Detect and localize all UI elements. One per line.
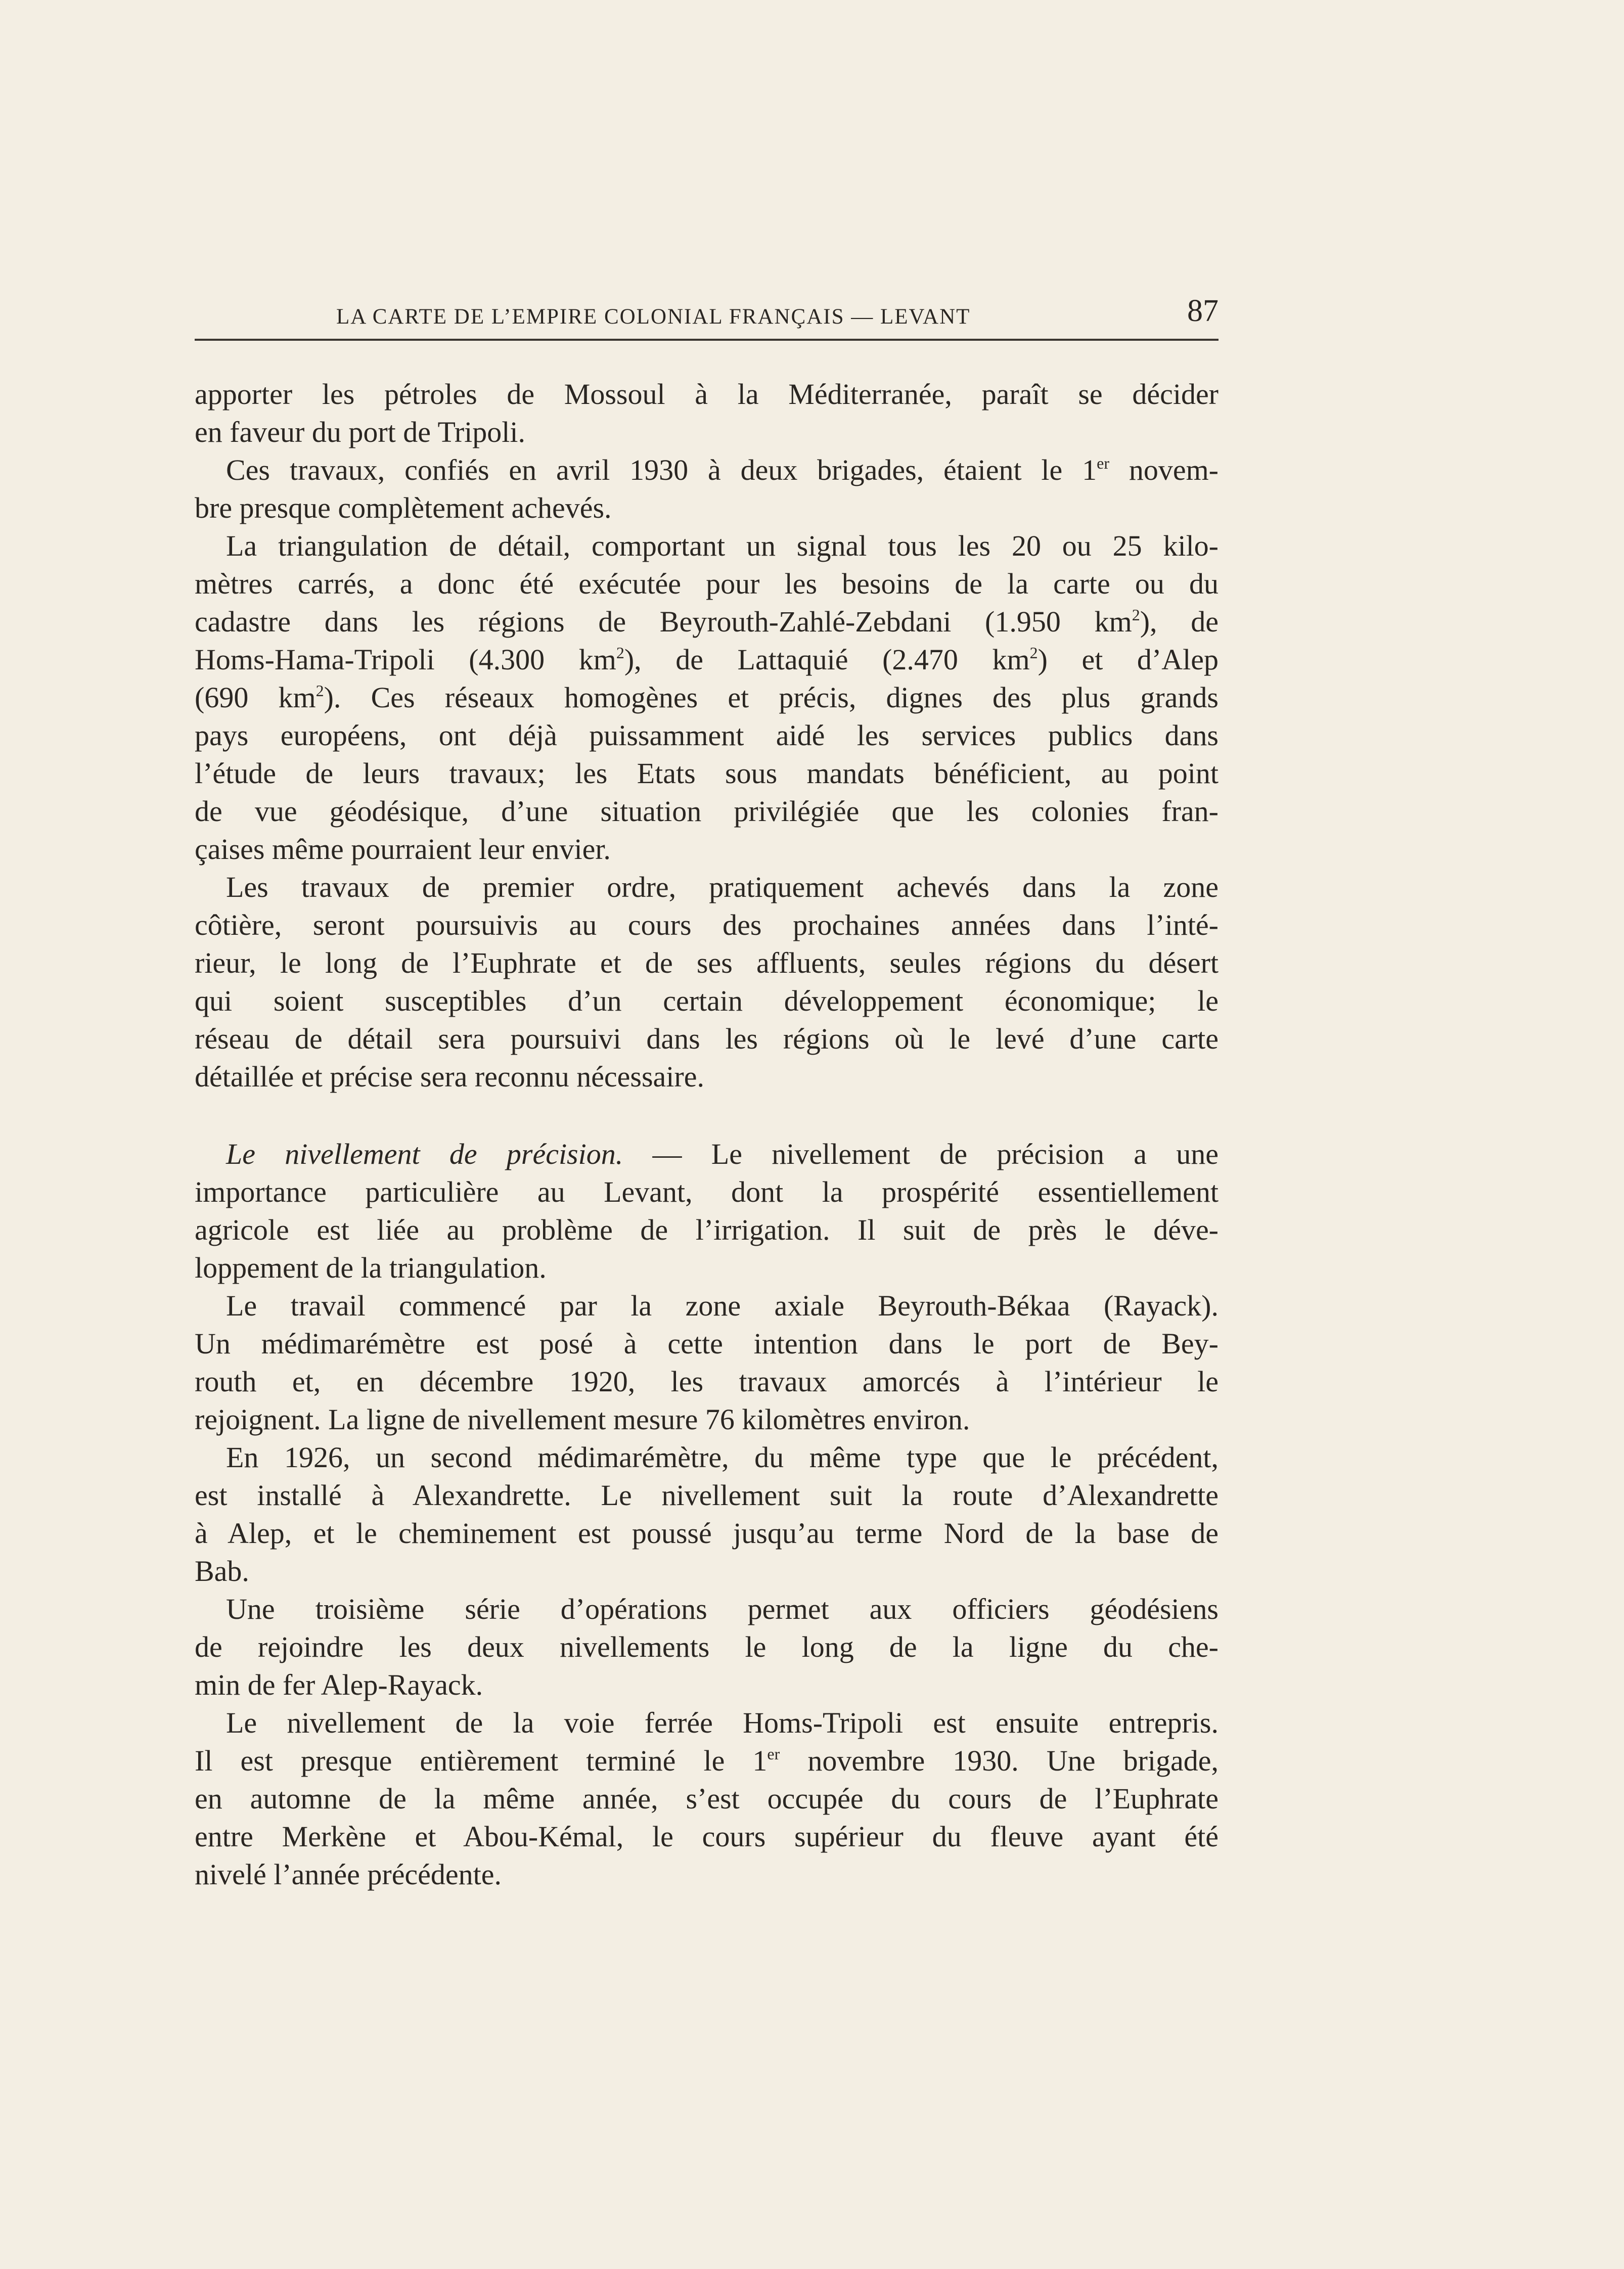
text-line: Ces travaux, confiés en avril 1930 à deux brigades, étaient le 1er novem-: [226, 453, 1219, 486]
page-number: 87: [1187, 294, 1219, 328]
running-title: LA CARTE DE L’EMPIRE COLONIAL FRANÇAIS — LEVANT: [336, 305, 971, 329]
text-line: En 1926, un second médimarémètre, du même type que le précédent,: [226, 1441, 1219, 1474]
text-line: Une troisième série d’opérations permet aux officiers géodésiens: [226, 1593, 1219, 1625]
text-line: rejoignent. La ligne de nivellement mesure 76 kilomètres environ.: [195, 1403, 970, 1436]
body-text: [195, 375, 1219, 1893]
text-line: entre Merkène et Abou-Kémal, le cours supérieur du fleuve ayant été: [195, 1820, 1219, 1853]
text-line: Il est presque entièrement terminé le 1er novembre 1930. Une brigade,: [195, 1744, 1219, 1777]
section-heading-line: Le nivellement de précision. — Le nivellement de précision a une: [226, 1138, 1219, 1170]
text-line: agricole est liée au problème de l’irrigation. Il suit de près le déve-: [195, 1213, 1219, 1246]
text-line: importance particulière au Levant, dont la prospérité essentiellement: [195, 1175, 1219, 1208]
text-line: mètres carrés, a donc été exécutée pour les besoins de la carte ou du: [195, 567, 1219, 600]
text-line: apporter les pétroles de Mossoul à la Méditerranée, paraît se décider: [195, 378, 1219, 411]
text-line: réseau de détail sera poursuivi dans les régions où le levé d’une carte: [195, 1022, 1219, 1055]
text-line: qui soient susceptibles d’un certain développement économique; le: [195, 984, 1219, 1017]
text-line: côtière, seront poursuivis au cours des prochaines années dans l’inté-: [195, 909, 1219, 941]
text-line: de rejoindre les deux nivellements le long de la ligne du che-: [195, 1630, 1219, 1663]
text-line: loppement de la triangulation.: [195, 1251, 547, 1284]
text-line: à Alep, et le cheminement est poussé jusqu’au terme Nord de la base de: [195, 1517, 1219, 1550]
text-line: (690 $km^2$). Ces réseaux homogènes et précis, dignes des plus grands: [195, 681, 1219, 714]
text-line: de vue géodésique, d’une situation privilégiée que les colonies fran-: [195, 795, 1219, 828]
text-line: routh et, en décembre 1920, les travaux amorcés à l’intérieur le: [195, 1365, 1219, 1398]
text-line: détaillée et précise sera reconnu nécessaire.: [195, 1060, 704, 1093]
text-line: en automne de la même année, s’est occupée du cours de l’Euphrate: [195, 1782, 1219, 1815]
text-line: Le nivellement de la voie ferrée Homs-Tripoli est ensuite entrepris.: [226, 1706, 1219, 1739]
text-line: min de fer Alep-Rayack.: [195, 1668, 483, 1701]
paragraph-gap: [195, 1096, 1219, 1135]
text-line: rieur, le long de l’Euphrate et de ses affluents, seules régions du désert: [195, 946, 1219, 979]
text-line: en faveur du port de Tripoli.: [195, 416, 526, 448]
text-line: La triangulation de détail, comportant un signal tous les 20 ou 25 kilo-: [226, 529, 1219, 562]
text-line: l’étude de leurs travaux; les Etats sous mandats bénéficient, au point: [195, 757, 1219, 790]
text-line: est installé à Alexandrette. Le nivellement suit la route d’Alexandrette: [195, 1479, 1219, 1512]
text-line: Homs-Hama-Tripoli (4.300 $km^2$), de Lattaquié (2.470 $km^2$) et d’Alep: [195, 643, 1219, 676]
section-heading: Le nivellement de précision.: [226, 1138, 623, 1170]
text-line: bre presque complètement achevés.: [195, 491, 612, 524]
page-header: [195, 279, 1219, 341]
text-line: Bab.: [195, 1555, 249, 1587]
text-line: Un médimarémètre est posé à cette intention dans le port de Bey-: [195, 1327, 1219, 1360]
text-line: cadastre dans les régions de Beyrouth-Zahlé-Zebdani (1.950 $km^2$), de: [195, 605, 1219, 638]
text-line: nivelé l’année précédente.: [195, 1858, 502, 1891]
text-line: çaises même pourraient leur envier.: [195, 833, 611, 866]
text-line: Les travaux de premier ordre, pratiquement achevés dans la zone: [226, 871, 1219, 903]
text-line: Le travail commencé par la zone axiale Beyrouth-Békaa (Rayack).: [226, 1289, 1219, 1322]
text-line: pays européens, ont déjà puissamment aidé les services publics dans: [195, 719, 1219, 752]
